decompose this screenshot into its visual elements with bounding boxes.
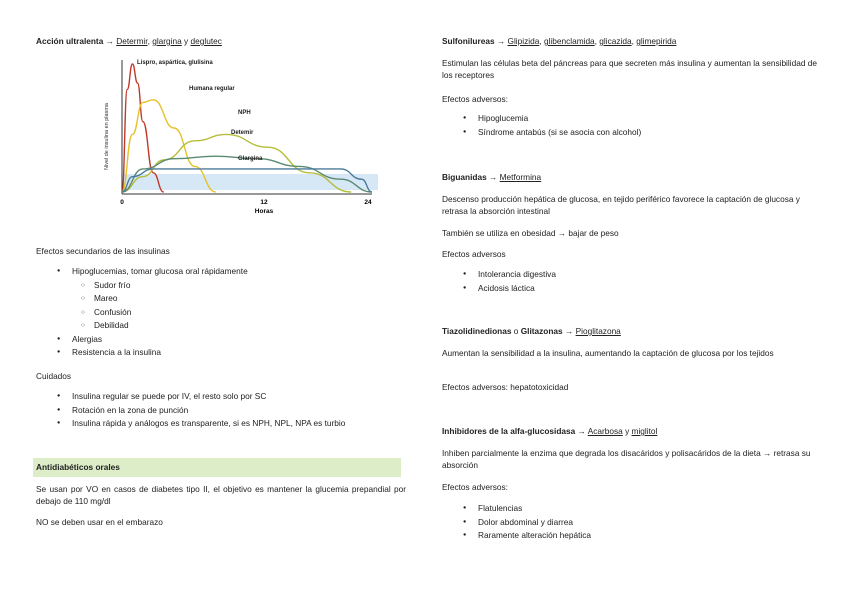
oral-antidiabetics-heading: Antidiabéticos orales — [33, 458, 401, 477]
tiazolidinedionas-adverse: Efectos adversos: hepatotoxicidad — [442, 382, 569, 392]
chart-series-labels — [137, 60, 263, 162]
alfa-glucosidasa-adverse-title: Efectos adversos: — [442, 482, 508, 492]
chart-baseline-band — [124, 174, 378, 190]
oral-antidiabetics-paragraph: Se usan por VO en casos de diabetes tipo II, el objetivo es mantener la glucemia prepandial por debajo de 110 mg/dl — [36, 484, 406, 506]
y-axis-label: Nivel de insulina en plasma — [104, 103, 110, 170]
list-item: ● Hipoglucemia — [442, 112, 817, 126]
x-axis-label: Horas — [254, 208, 274, 215]
biguanidas-obesity: También se utiliza en obesidad → bajar de peso — [442, 228, 619, 238]
list-item: ● Rotación en la zona de punción — [36, 404, 408, 418]
x-tick-12: 12 — [260, 199, 268, 206]
biguanidas-description: Descenso producción hepática de glucosa, en tejido periférico favorece la captación de glucosa y retrasa la absorción intestinal — [442, 194, 800, 216]
list-subitem: ○ Mareo — [36, 292, 408, 306]
care-list — [36, 390, 408, 431]
ultralenta-heading: Acción ultralenta → Determir, glargina y deglutec — [36, 36, 222, 46]
x-tick-24: 24 — [364, 199, 372, 206]
glibenclamida-link[interactable]: glibenclamida — [543, 36, 595, 46]
chart-series-group — [122, 64, 372, 192]
list-item: ● Síndrome antabús (si se asocia con alcohol) — [442, 126, 817, 140]
alfa-glucosidasa-adverse-list — [442, 502, 817, 543]
list-subitem: ○ Debilidad — [36, 319, 408, 333]
miglitol-link[interactable]: miglitol — [631, 426, 658, 436]
list-subitem: ○ Sudor frío — [36, 279, 408, 293]
sulfonilureas-adverse-title: Efectos adversos: — [442, 94, 508, 104]
biguanidas-adverse-list — [442, 268, 817, 295]
glipizida-link[interactable]: Glipizida — [507, 36, 540, 46]
list-item: ● Dolor abdominal y diarrea — [442, 516, 817, 530]
list-subitem: ○ Confusión — [36, 306, 408, 320]
glimepirida-link[interactable]: glimepirida — [636, 36, 677, 46]
sulfonilureas-description: Estimulan las células beta del páncreas para que secreten más insulina y aumentan la sensibilidad de los receptores — [442, 58, 817, 80]
list-item: ● Flatulencias — [442, 502, 817, 516]
glicazida-link[interactable]: glicazida — [599, 36, 632, 46]
tiazolidinedionas-description: Aumentan la sensibilidad a la insulina, aumentando la captación de glucosa por los tejidos — [442, 348, 774, 358]
care-title: Cuidados — [36, 371, 72, 381]
biguanidas-adverse-title: Efectos adversos — [442, 249, 506, 259]
metformina-link[interactable]: Metformina — [499, 172, 542, 182]
effects-list — [36, 265, 408, 360]
series-label-1: Humana regular — [189, 86, 235, 92]
list-item: ● Insulina rápida y análogos es transparente, si es NPH, NPL, NPA es turbio — [36, 417, 408, 431]
list-item: ● Hipoglucemias, tomar glucosa oral rápidamente — [36, 265, 408, 279]
alfa-glucosidasa-heading: Inhibidores de la alfa-glucosidasa → Acarbosa y miglitol — [442, 426, 658, 436]
series-label-2: NPH — [238, 110, 251, 116]
tiazolidinedionas-heading: Tiazolidinedionas o Glitazonas → Pioglitazona — [442, 326, 621, 336]
alfa-glucosidasa-description: Inhiben parcialmente la enzima que degrada los disacáridos y polisacáridos de la dieta → retrasa su absorción — [442, 448, 811, 470]
determir-link[interactable]: Determir — [116, 36, 148, 46]
pioglitazona-link[interactable]: Pioglitazona — [575, 326, 621, 336]
sulfonilureas-heading: Sulfonilureas → Glipizida, glibenclamida, glicazida, glimepirida — [442, 36, 677, 46]
acarbosa-link[interactable]: Acarbosa — [587, 426, 623, 436]
list-item: ● Acidosis láctica — [442, 282, 817, 296]
effects-title: Efectos secundarios de las insulinas — [36, 246, 170, 256]
x-tick-0: 0 — [120, 199, 124, 206]
series-label-4: Glargina — [238, 156, 263, 162]
pregnancy-warning: NO se deben usar en el embarazo — [36, 517, 163, 527]
list-item: ● Resistencia a la insulina — [36, 346, 408, 360]
list-item: ● Raramente alteración hepática — [442, 529, 817, 543]
series-label-0: Lispro, aspártica, glulisina — [137, 60, 213, 66]
biguanidas-heading: Biguanidas → Metformina — [442, 172, 542, 182]
list-item: ● Alergias — [36, 333, 408, 347]
insulin-profile-chart — [96, 52, 406, 216]
deglutec-link[interactable]: deglutec — [190, 36, 222, 46]
glargina-link[interactable]: glargina — [152, 36, 182, 46]
list-item: ● Intolerancia digestiva — [442, 268, 817, 282]
series-label-3: Detemir — [231, 130, 254, 136]
list-item: ● Insulina regular se puede por IV, el resto solo por SC — [36, 390, 408, 404]
sulfonilureas-adverse-list — [442, 112, 817, 139]
